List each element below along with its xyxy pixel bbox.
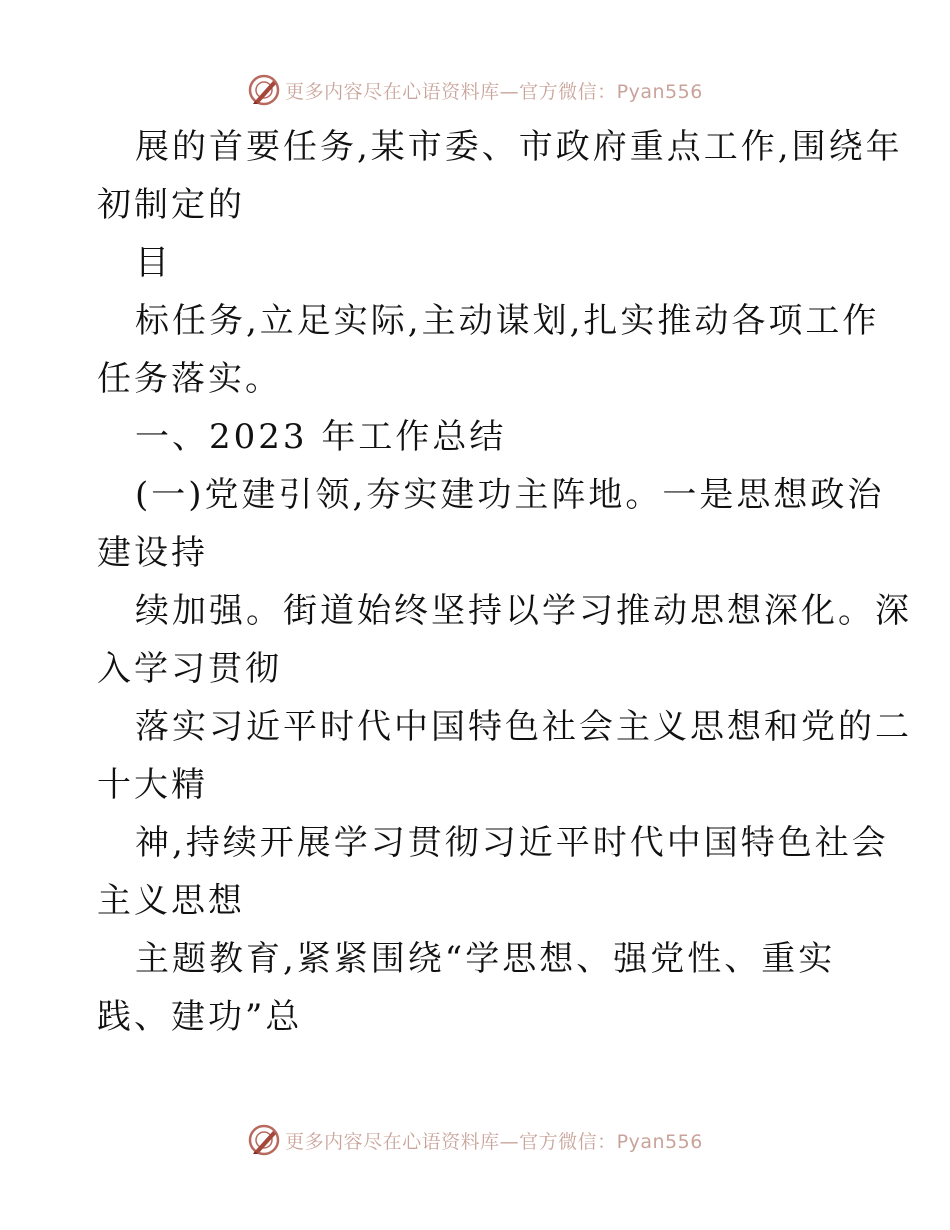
- paragraph-line: 标任务,立足实际,主动谋划,扎实推动各项工作: [135, 301, 880, 341]
- paragraph-line: 展的首要任务,某市委、市政府重点工作,围绕年: [135, 127, 903, 167]
- paragraph-line: 落实习近平时代中国特色社会主义思想和党的二: [135, 707, 912, 747]
- paragraph-line: 目: [135, 243, 172, 283]
- paragraph-line: 建设持: [97, 533, 208, 573]
- pen-circle-logo-icon: [247, 73, 281, 107]
- paragraph-line: 入学习贯彻: [97, 649, 282, 689]
- header-banner-text: 更多内容尽在心语资料库—官方微信：Pyan556: [285, 80, 703, 103]
- paragraph-line: 主义思想: [97, 881, 245, 921]
- section-heading: 一、2023 年工作总结: [135, 417, 507, 457]
- paragraph-line: 践、建功”总: [97, 997, 303, 1037]
- footer-banner-text: 更多内容尽在心语资料库—官方微信：Pyan556: [285, 1130, 703, 1153]
- pen-circle-logo-icon: [247, 1123, 281, 1157]
- header-banner: [0, 70, 950, 110]
- document-body: [97, 118, 912, 1046]
- paragraph-line: 十大精: [97, 765, 208, 805]
- paragraph-line: 续加强。街道始终坚持以学习推动思想深化。深: [135, 591, 912, 631]
- footer-banner: [0, 1120, 950, 1160]
- paragraph-line: 神,持续开展学习贯彻习近平时代中国特色社会: [135, 823, 889, 863]
- paragraph-line: 初制定的: [97, 185, 245, 225]
- paragraph-line: 主题教育,紧紧围绕“学思想、强党性、重实: [135, 939, 836, 979]
- paragraph-line: 任务落实。: [97, 359, 282, 399]
- paragraph-line: (一)党建引领,夯实建功主阵地。一是思想政治: [135, 475, 885, 515]
